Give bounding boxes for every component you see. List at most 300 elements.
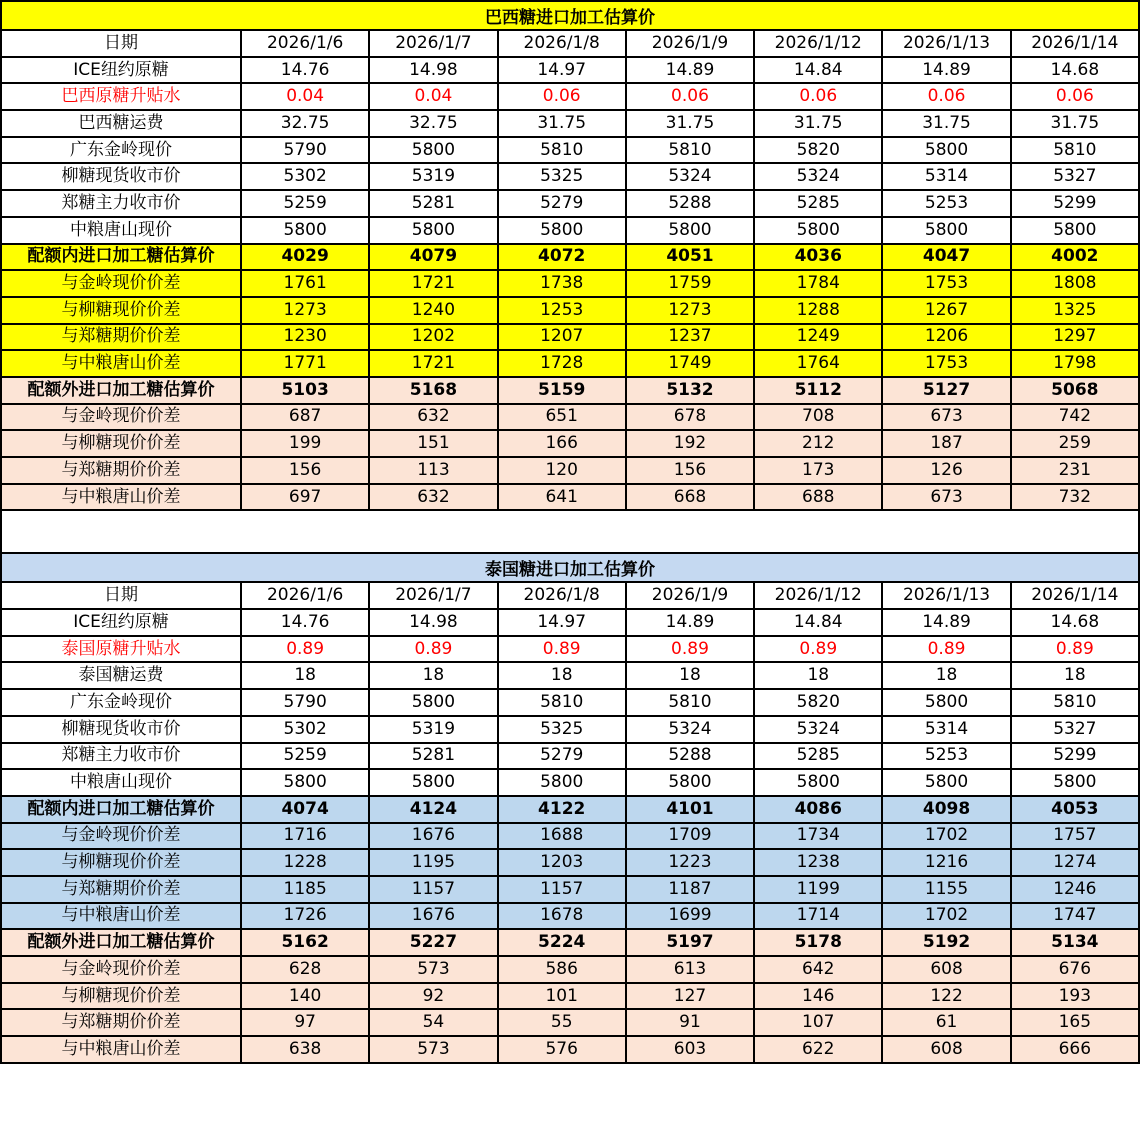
value-cell: 1253: [498, 297, 626, 324]
table-row: [1, 769, 1139, 796]
value-cell: 1237: [626, 324, 754, 351]
row-label: 与郑糖期价价差: [1, 457, 241, 484]
date-cell: 2026/1/6: [241, 582, 369, 609]
value-cell: 5285: [754, 190, 882, 217]
value-cell: 1759: [626, 270, 754, 297]
value-cell: 5810: [498, 137, 626, 164]
table-row: [1, 876, 1139, 903]
value-cell: 5800: [1011, 769, 1139, 796]
row-label: 郑糖主力收市价: [1, 190, 241, 217]
value-cell: 14.89: [882, 609, 1010, 636]
value-cell: 1216: [882, 849, 1010, 876]
row-label: 与柳糖现价价差: [1, 297, 241, 324]
value-cell: 91: [626, 1009, 754, 1036]
value-cell: 5800: [498, 769, 626, 796]
thailand-table-title: 泰国糖进口加工估算价: [0, 552, 1140, 581]
value-cell: 642: [754, 956, 882, 983]
value-cell: 687: [241, 404, 369, 431]
value-cell: 126: [882, 457, 1010, 484]
value-cell: 231: [1011, 457, 1139, 484]
value-cell: 1155: [882, 876, 1010, 903]
value-cell: 1753: [882, 350, 1010, 377]
value-cell: 173: [754, 457, 882, 484]
value-cell: 5324: [754, 163, 882, 190]
value-cell: 14.97: [498, 57, 626, 84]
value-cell: 1702: [882, 903, 1010, 930]
value-cell: 5327: [1011, 163, 1139, 190]
value-cell: 156: [626, 457, 754, 484]
row-label: 郑糖主力收市价: [1, 743, 241, 770]
value-cell: 18: [498, 662, 626, 689]
value-cell: 5800: [1011, 217, 1139, 244]
value-cell: 603: [626, 1036, 754, 1063]
row-label: 与柳糖现价价差: [1, 430, 241, 457]
value-cell: 5227: [369, 929, 497, 956]
value-cell: 5319: [369, 716, 497, 743]
value-cell: 5800: [882, 217, 1010, 244]
value-cell: 5103: [241, 377, 369, 404]
value-cell: 1202: [369, 324, 497, 351]
table-row: [1, 83, 1139, 110]
value-cell: 14.89: [626, 609, 754, 636]
thailand-sugar-table: [0, 552, 1140, 1063]
table-row: [1, 903, 1139, 930]
value-cell: 18: [241, 662, 369, 689]
value-cell: 5820: [754, 689, 882, 716]
brazil-table-title: 巴西糖进口加工估算价: [0, 0, 1140, 29]
value-cell: 5192: [882, 929, 1010, 956]
value-cell: 4074: [241, 796, 369, 823]
value-cell: 122: [882, 983, 1010, 1010]
value-cell: 5224: [498, 929, 626, 956]
brazil-sugar-table: [0, 0, 1140, 511]
value-cell: 1747: [1011, 903, 1139, 930]
date-header-row: [1, 30, 1139, 57]
row-label: ICE纽约原糖: [1, 609, 241, 636]
date-header-row: [1, 582, 1139, 609]
value-cell: 5162: [241, 929, 369, 956]
table-row: [1, 244, 1139, 271]
value-cell: 5253: [882, 743, 1010, 770]
value-cell: 742: [1011, 404, 1139, 431]
value-cell: 1764: [754, 350, 882, 377]
value-cell: 4036: [754, 244, 882, 271]
table-row: [1, 190, 1139, 217]
date-cell: 2026/1/6: [241, 30, 369, 57]
date-cell: 2026/1/12: [754, 582, 882, 609]
value-cell: 1297: [1011, 324, 1139, 351]
row-label: 巴西原糖升贴水: [1, 83, 241, 110]
value-cell: 5132: [626, 377, 754, 404]
row-label: 中粮唐山现价: [1, 769, 241, 796]
value-cell: 165: [1011, 1009, 1139, 1036]
value-cell: 576: [498, 1036, 626, 1063]
table-row: [1, 137, 1139, 164]
value-cell: 666: [1011, 1036, 1139, 1063]
value-cell: 586: [498, 956, 626, 983]
table-row: [1, 1036, 1139, 1063]
value-cell: 5197: [626, 929, 754, 956]
value-cell: 92: [369, 983, 497, 1010]
value-cell: 5279: [498, 190, 626, 217]
value-cell: 1808: [1011, 270, 1139, 297]
value-cell: 1676: [369, 823, 497, 850]
value-cell: 5800: [498, 217, 626, 244]
value-cell: 5253: [882, 190, 1010, 217]
value-cell: 1157: [369, 876, 497, 903]
value-cell: 1240: [369, 297, 497, 324]
table-row: [1, 796, 1139, 823]
price-grid: [0, 29, 1140, 511]
row-label: 与金岭现价价差: [1, 270, 241, 297]
table-row: [1, 57, 1139, 84]
value-cell: 31.75: [1011, 110, 1139, 137]
value-cell: 31.75: [882, 110, 1010, 137]
value-cell: 5790: [241, 689, 369, 716]
value-cell: 5259: [241, 743, 369, 770]
value-cell: 668: [626, 484, 754, 511]
value-cell: 5800: [882, 689, 1010, 716]
value-cell: 673: [882, 404, 1010, 431]
value-cell: 4053: [1011, 796, 1139, 823]
value-cell: 1702: [882, 823, 1010, 850]
value-cell: 641: [498, 484, 626, 511]
value-cell: 5810: [1011, 689, 1139, 716]
value-cell: 1273: [241, 297, 369, 324]
date-header-label: 日期: [1, 582, 241, 609]
value-cell: 212: [754, 430, 882, 457]
value-cell: 5800: [626, 769, 754, 796]
value-cell: 0.89: [754, 636, 882, 663]
value-cell: 1288: [754, 297, 882, 324]
value-cell: 1749: [626, 350, 754, 377]
row-label: 与郑糖期价价差: [1, 876, 241, 903]
date-cell: 2026/1/8: [498, 30, 626, 57]
table-row: [1, 662, 1139, 689]
value-cell: 14.97: [498, 609, 626, 636]
row-label: 泰国糖运费: [1, 662, 241, 689]
value-cell: 5800: [369, 217, 497, 244]
value-cell: 18: [882, 662, 1010, 689]
value-cell: 5325: [498, 163, 626, 190]
value-cell: 608: [882, 956, 1010, 983]
value-cell: 632: [369, 484, 497, 511]
row-label: 与中粮唐山价差: [1, 1036, 241, 1063]
table-row: [1, 823, 1139, 850]
value-cell: 1798: [1011, 350, 1139, 377]
value-cell: 1157: [498, 876, 626, 903]
table-row: [1, 743, 1139, 770]
table-row: [1, 1009, 1139, 1036]
table-row: [1, 350, 1139, 377]
value-cell: 573: [369, 1036, 497, 1063]
value-cell: 5302: [241, 716, 369, 743]
table-row: [1, 689, 1139, 716]
date-cell: 2026/1/9: [626, 30, 754, 57]
date-header-label: 日期: [1, 30, 241, 57]
row-label: 配额外进口加工糖估算价: [1, 929, 241, 956]
value-cell: 14.76: [241, 57, 369, 84]
value-cell: 5800: [241, 217, 369, 244]
value-cell: 5288: [626, 190, 754, 217]
value-cell: 14.89: [626, 57, 754, 84]
value-cell: 1721: [369, 270, 497, 297]
value-cell: 31.75: [626, 110, 754, 137]
value-cell: 1721: [369, 350, 497, 377]
value-cell: 113: [369, 457, 497, 484]
value-cell: 5314: [882, 716, 1010, 743]
value-cell: 1709: [626, 823, 754, 850]
value-cell: 5281: [369, 743, 497, 770]
value-cell: 0.06: [498, 83, 626, 110]
value-cell: 4047: [882, 244, 1010, 271]
value-cell: 632: [369, 404, 497, 431]
row-label: 与柳糖现价价差: [1, 849, 241, 876]
value-cell: 5319: [369, 163, 497, 190]
row-label: 泰国原糖升贴水: [1, 636, 241, 663]
row-label: 柳糖现货收市价: [1, 716, 241, 743]
row-label: 与金岭现价价差: [1, 823, 241, 850]
value-cell: 1187: [626, 876, 754, 903]
value-cell: 5800: [241, 769, 369, 796]
value-cell: 1784: [754, 270, 882, 297]
value-cell: 1206: [882, 324, 1010, 351]
value-cell: 5800: [882, 137, 1010, 164]
row-label: 与中粮唐山价差: [1, 903, 241, 930]
value-cell: 14.76: [241, 609, 369, 636]
value-cell: 32.75: [241, 110, 369, 137]
row-label: 配额内进口加工糖估算价: [1, 244, 241, 271]
value-cell: 0.89: [626, 636, 754, 663]
value-cell: 5800: [882, 769, 1010, 796]
table-row: [1, 457, 1139, 484]
table-row: [1, 404, 1139, 431]
table-row: [1, 163, 1139, 190]
date-cell: 2026/1/7: [369, 30, 497, 57]
value-cell: 5324: [754, 716, 882, 743]
value-cell: 4002: [1011, 244, 1139, 271]
value-cell: 676: [1011, 956, 1139, 983]
table-row: [1, 929, 1139, 956]
value-cell: 14.84: [754, 609, 882, 636]
value-cell: 5800: [626, 217, 754, 244]
value-cell: 5299: [1011, 190, 1139, 217]
value-cell: 259: [1011, 430, 1139, 457]
value-cell: 5325: [498, 716, 626, 743]
table-row: [1, 377, 1139, 404]
value-cell: 5790: [241, 137, 369, 164]
value-cell: 140: [241, 983, 369, 1010]
value-cell: 192: [626, 430, 754, 457]
value-cell: 708: [754, 404, 882, 431]
value-cell: 5324: [626, 716, 754, 743]
value-cell: 5324: [626, 163, 754, 190]
table-row: [1, 849, 1139, 876]
value-cell: 1761: [241, 270, 369, 297]
value-cell: 1195: [369, 849, 497, 876]
value-cell: 1273: [626, 297, 754, 324]
row-label: 与中粮唐山价差: [1, 350, 241, 377]
row-label: 与中粮唐山价差: [1, 484, 241, 511]
value-cell: 1267: [882, 297, 1010, 324]
value-cell: 1223: [626, 849, 754, 876]
value-cell: 55: [498, 1009, 626, 1036]
value-cell: 14.98: [369, 57, 497, 84]
value-cell: 107: [754, 1009, 882, 1036]
value-cell: 1734: [754, 823, 882, 850]
value-cell: 0.89: [369, 636, 497, 663]
table-row: [1, 324, 1139, 351]
value-cell: 14.68: [1011, 609, 1139, 636]
value-cell: 1714: [754, 903, 882, 930]
value-cell: 18: [1011, 662, 1139, 689]
value-cell: 1249: [754, 324, 882, 351]
row-label: 中粮唐山现价: [1, 217, 241, 244]
value-cell: 1757: [1011, 823, 1139, 850]
table-gap: [0, 511, 1140, 552]
table-row: [1, 609, 1139, 636]
value-cell: 0.89: [1011, 636, 1139, 663]
value-cell: 54: [369, 1009, 497, 1036]
value-cell: 1753: [882, 270, 1010, 297]
value-cell: 199: [241, 430, 369, 457]
table-row: [1, 983, 1139, 1010]
value-cell: 5288: [626, 743, 754, 770]
value-cell: 1203: [498, 849, 626, 876]
row-label: 巴西糖运费: [1, 110, 241, 137]
value-cell: 31.75: [754, 110, 882, 137]
row-label: 广东金岭现价: [1, 689, 241, 716]
value-cell: 156: [241, 457, 369, 484]
value-cell: 1771: [241, 350, 369, 377]
value-cell: 608: [882, 1036, 1010, 1063]
value-cell: 5810: [498, 689, 626, 716]
value-cell: 678: [626, 404, 754, 431]
value-cell: 1230: [241, 324, 369, 351]
value-cell: 5127: [882, 377, 1010, 404]
value-cell: 0.04: [241, 83, 369, 110]
value-cell: 5800: [369, 769, 497, 796]
value-cell: 4101: [626, 796, 754, 823]
date-cell: 2026/1/14: [1011, 582, 1139, 609]
value-cell: 1676: [369, 903, 497, 930]
value-cell: 101: [498, 983, 626, 1010]
value-cell: 5327: [1011, 716, 1139, 743]
value-cell: 573: [369, 956, 497, 983]
value-cell: 5134: [1011, 929, 1139, 956]
value-cell: 697: [241, 484, 369, 511]
value-cell: 187: [882, 430, 1010, 457]
date-cell: 2026/1/14: [1011, 30, 1139, 57]
value-cell: 1728: [498, 350, 626, 377]
value-cell: 5281: [369, 190, 497, 217]
value-cell: 4098: [882, 796, 1010, 823]
value-cell: 1678: [498, 903, 626, 930]
value-cell: 4072: [498, 244, 626, 271]
value-cell: 1726: [241, 903, 369, 930]
value-cell: 613: [626, 956, 754, 983]
value-cell: 4029: [241, 244, 369, 271]
row-label: ICE纽约原糖: [1, 57, 241, 84]
value-cell: 166: [498, 430, 626, 457]
value-cell: 0.06: [882, 83, 1010, 110]
value-cell: 120: [498, 457, 626, 484]
value-cell: 4122: [498, 796, 626, 823]
value-cell: 638: [241, 1036, 369, 1063]
row-label: 与金岭现价价差: [1, 404, 241, 431]
table-row: [1, 217, 1139, 244]
value-cell: 0.89: [498, 636, 626, 663]
value-cell: 5068: [1011, 377, 1139, 404]
value-cell: 1228: [241, 849, 369, 876]
value-cell: 1738: [498, 270, 626, 297]
value-cell: 0.06: [626, 83, 754, 110]
value-cell: 1199: [754, 876, 882, 903]
date-cell: 2026/1/12: [754, 30, 882, 57]
date-cell: 2026/1/13: [882, 30, 1010, 57]
value-cell: 651: [498, 404, 626, 431]
value-cell: 1185: [241, 876, 369, 903]
row-label: 与郑糖期价价差: [1, 324, 241, 351]
value-cell: 4124: [369, 796, 497, 823]
value-cell: 4086: [754, 796, 882, 823]
price-grid: [0, 581, 1140, 1063]
value-cell: 14.68: [1011, 57, 1139, 84]
table-row: [1, 636, 1139, 663]
value-cell: 1716: [241, 823, 369, 850]
value-cell: 1238: [754, 849, 882, 876]
date-cell: 2026/1/13: [882, 582, 1010, 609]
table-row: [1, 297, 1139, 324]
value-cell: 5800: [754, 769, 882, 796]
value-cell: 14.98: [369, 609, 497, 636]
value-cell: 5800: [369, 689, 497, 716]
row-label: 柳糖现货收市价: [1, 163, 241, 190]
value-cell: 1207: [498, 324, 626, 351]
table-row: [1, 956, 1139, 983]
table-row: [1, 430, 1139, 457]
value-cell: 193: [1011, 983, 1139, 1010]
row-label: 广东金岭现价: [1, 137, 241, 164]
value-cell: 31.75: [498, 110, 626, 137]
value-cell: 1325: [1011, 297, 1139, 324]
value-cell: 688: [754, 484, 882, 511]
row-label: 与柳糖现价价差: [1, 983, 241, 1010]
date-cell: 2026/1/9: [626, 582, 754, 609]
value-cell: 5279: [498, 743, 626, 770]
value-cell: 0.06: [754, 83, 882, 110]
value-cell: 5159: [498, 377, 626, 404]
row-label: 配额内进口加工糖估算价: [1, 796, 241, 823]
value-cell: 1246: [1011, 876, 1139, 903]
row-label: 与金岭现价价差: [1, 956, 241, 983]
value-cell: 18: [754, 662, 882, 689]
value-cell: 61: [882, 1009, 1010, 1036]
value-cell: 4079: [369, 244, 497, 271]
value-cell: 732: [1011, 484, 1139, 511]
table-row: [1, 484, 1139, 511]
row-label: 与郑糖期价价差: [1, 1009, 241, 1036]
value-cell: 18: [369, 662, 497, 689]
value-cell: 1274: [1011, 849, 1139, 876]
value-cell: 5800: [754, 217, 882, 244]
value-cell: 5299: [1011, 743, 1139, 770]
value-cell: 14.89: [882, 57, 1010, 84]
value-cell: 18: [626, 662, 754, 689]
value-cell: 5302: [241, 163, 369, 190]
value-cell: 97: [241, 1009, 369, 1036]
value-cell: 5168: [369, 377, 497, 404]
